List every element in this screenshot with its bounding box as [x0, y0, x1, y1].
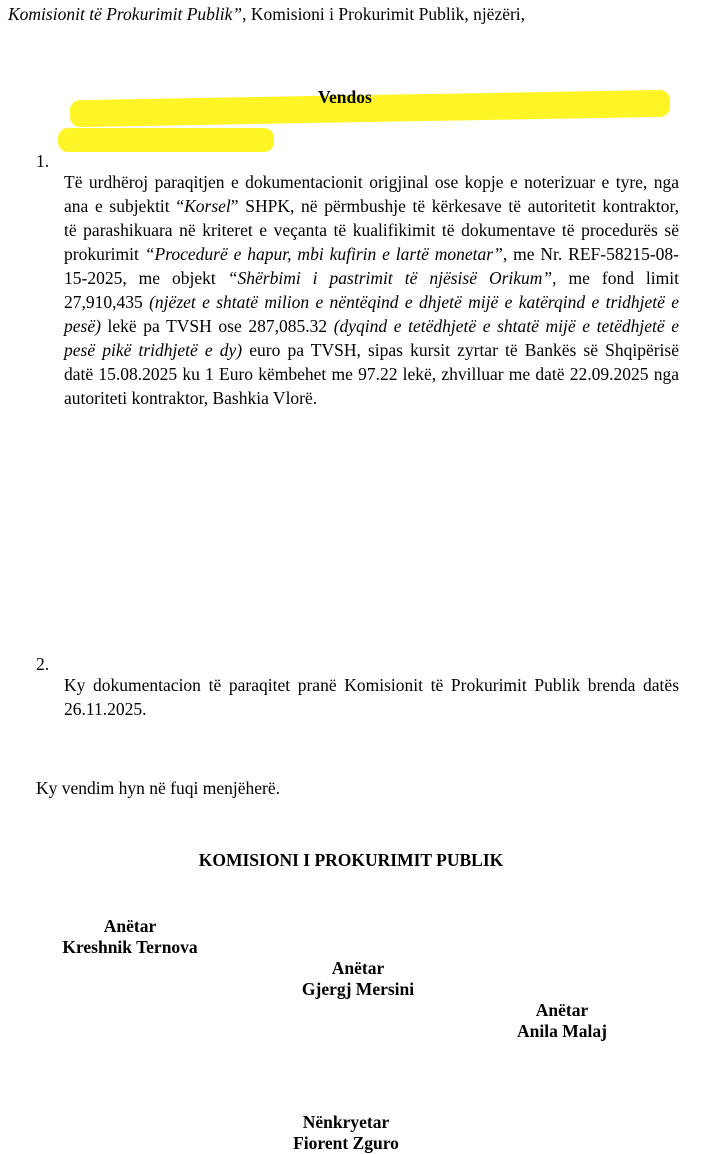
member-1: [50, 916, 210, 958]
text-line: pesë pikë tridhjetë e dy) euro pa TVSH, sipas kursit zyrtar të Bankës së Shqipërisë: [64, 340, 679, 360]
item-number: 2.: [36, 654, 50, 674]
vice-chair-role: Nënkryetar: [302, 1112, 390, 1132]
member-role: Anëtar: [103, 916, 157, 936]
intro-rest: , Komisioni i Prokurimit Publik, njëzëri,: [242, 4, 526, 24]
company-name: Korsel: [184, 196, 231, 216]
intro-italic: Komisionit të Prokurimit Publik”: [8, 4, 243, 24]
member-2: [278, 958, 438, 1000]
member-3: [482, 1000, 642, 1042]
highlight-mark-line2: [58, 128, 274, 152]
text-line: 27,910,435 (njëzet e shtatë milion e nëntëqind e dhjetë mijë e katërqind e tridhjetë e: [64, 292, 680, 312]
member-name: Kreshnik Ternova: [62, 937, 198, 957]
vice-chair-name: Fiorent Zguro: [293, 1133, 399, 1153]
text-line: të parashikuara në kriteret e veçanta të kualifikimit të dokumentave të procedurës së: [64, 220, 679, 240]
text-line: 26.11.2025.: [64, 699, 147, 719]
commission-title: KOMISIONI I PROKURIMIT PUBLIK: [198, 850, 504, 870]
text-line: 15-2025, me objekt “Shërbimi i pastrimit të njësisë Orikum”, me fond limit: [64, 268, 679, 288]
text-line: prokurimit “Procedurë e hapur, mbi kufirin e lartë monetar”, me Nr. REF-58215-08-: [64, 244, 679, 264]
vice-chair: [266, 1112, 426, 1154]
closing-statement: Ky vendim hyn në fuqi menjëherë.: [36, 778, 280, 798]
text-line: Ky dokumentacion të paraqitet pranë Komisionit të Prokurimit Publik brenda datës: [64, 675, 679, 695]
item-2-text: [64, 675, 679, 723]
member-role: Anëtar: [535, 1000, 589, 1020]
text-line: pesë) lekë pa TVSH ose 287,085.32 (dyqind e tetëdhjetë e shtatë mijë e tetëdhjetë e: [64, 316, 680, 336]
text-line: autoriteti kontraktor, Bashkia Vlorë.: [64, 388, 318, 408]
member-role: Anëtar: [331, 958, 385, 978]
text-line: datë 15.08.2025 ku 1 Euro këmbehet me 97.22 lekë, zhvilluar me datë 22.09.2025 nga: [64, 364, 679, 384]
item-number: 1.: [36, 151, 50, 171]
item-1-text: [64, 172, 679, 412]
member-name: Gjergj Mersini: [301, 979, 415, 999]
intro-line: [8, 4, 702, 25]
decision-heading: Vendos: [318, 87, 372, 107]
member-name: Anila Malaj: [517, 1021, 607, 1041]
text-line: Të urdhëroj paraqitjen e dokumentacionit origjinal ose kopje e noterizuar e tyre, nga: [64, 172, 679, 192]
text-line: ana e subjektit “Korsel” SHPK, në përmbushje të kërkesave të autoritetit kontraktor,: [64, 196, 679, 216]
